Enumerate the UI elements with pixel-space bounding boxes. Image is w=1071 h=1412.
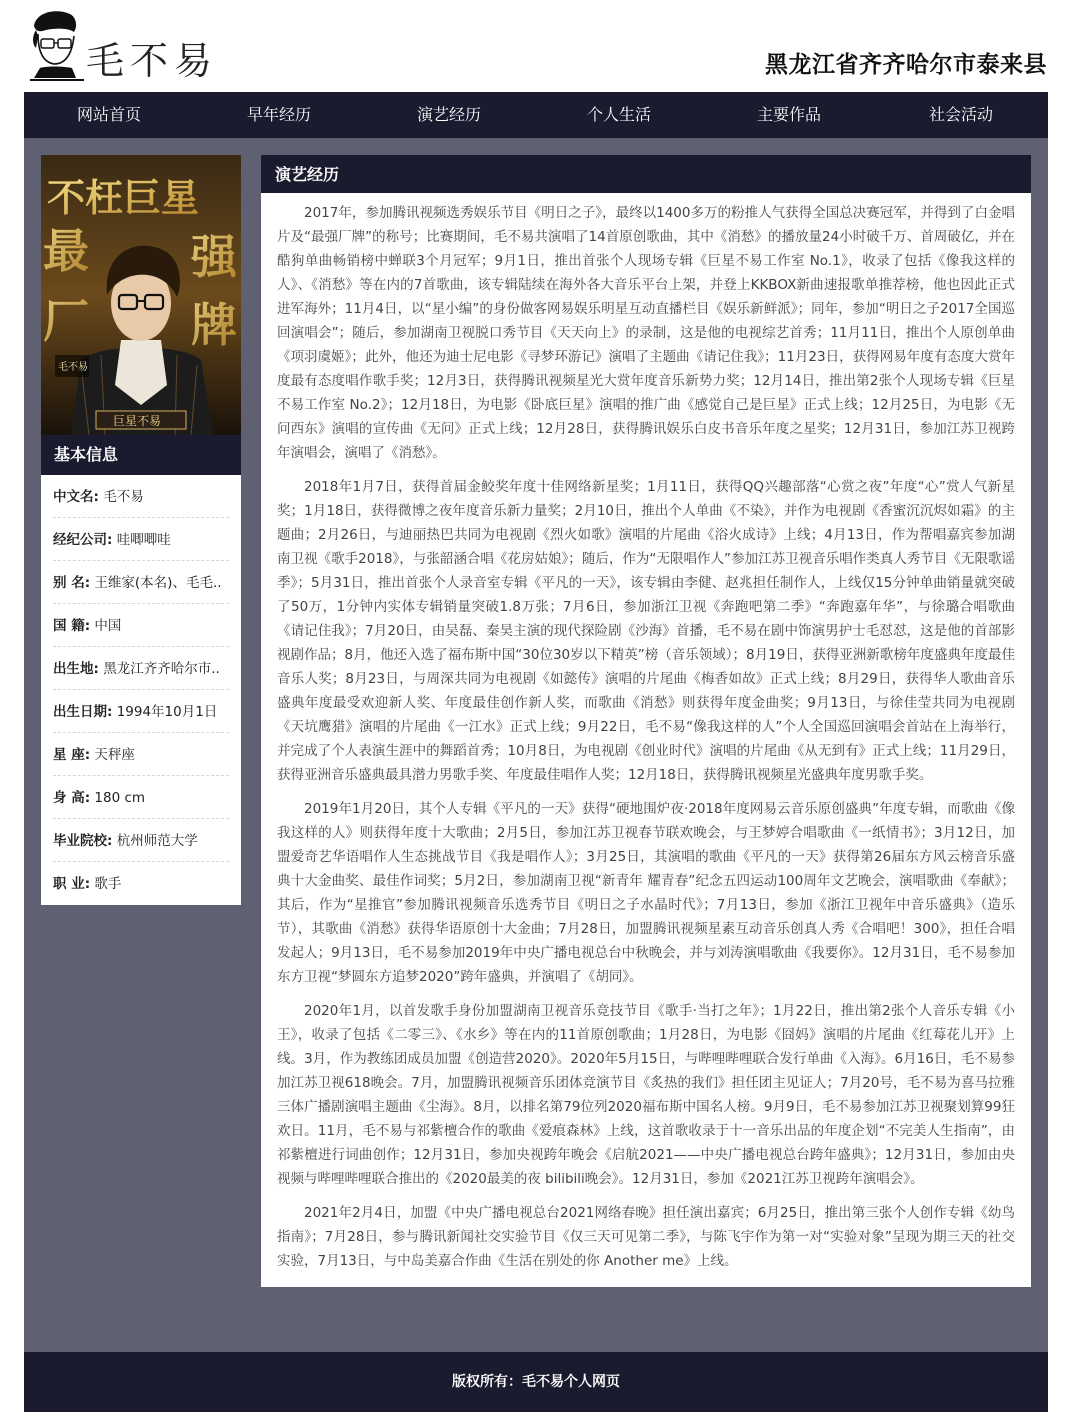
info-key: 中文名:	[53, 489, 99, 505]
copyright-text: 版权所有：毛不易个人网页	[452, 1374, 620, 1390]
poster-image	[41, 155, 241, 435]
paragraph-2017: 2017年，参加腾讯视频选秀娱乐节目《明日之子》，最终以1400多万的粉推人气获得全国总决赛冠军，并得到了白金唱片及“最强厂牌”的称号；比赛期间，毛不易共演唱了14首原创歌曲，其中《消愁》的播放量24小时破千万、首周破亿，并在酷狗单曲畅销榜中蝉联3个月冠军；9月1日，推出首张个人现场专辑《巨星不易工作室 No.1》，收录了包括《像我这样的人》、《消愁》等在内的7首歌曲，该专辑陆续在海外各大音乐平台上架，并登上KKBOX新曲速报歌单推荐榜，他也因此正式进军海外；11月4日，以“星小编”的身份做客网易娱乐明星互动直播栏目《娱乐新鲜派》；同年，参加“明日之子2017全国巡回演唱会”；随后，参加湖南卫视脱口秀节目《天天向上》的录制，这是他的电视综艺首秀；11月11日，推出个人原创单曲《项羽虞姬》；此外，他还为迪士尼电影《寻梦环游记》演唱了主题曲《请记住我》；11月23日，获得网易年度有态度大赏年度最有态度唱作歌手奖；12月3日，获得腾讯视频星光大赏年度音乐新势力奖；12月14日，推出第2张个人现场专辑《巨星不易工作室 No.2》；12月18日，为电影《卧底巨星》演唱的推广曲《感觉自己是巨星》正式上线；12月25日，为电影《无问西东》演唱的宣传曲《无问》正式上线；12月28日，获得腾讯娱乐白皮书音乐年度之星奖；12月31日，参加江苏卫视跨年演唱会，演唱了《消愁》。	[277, 205, 1015, 461]
paragraph-2019: 2019年1月20日，其个人专辑《平凡的一天》获得“硬地围炉夜·2018年度网易云音乐原创盛典”年度专辑，而歌曲《像我这样的人》则获得年度十大歌曲；2月5日，参加江苏卫视春节联欢晚会，与王梦婷合唱歌曲《一纸情书》；3月12日，加盟爱奇艺华语唱作人生态挑战节目《我是唱作人》；3月25日，其演唱的歌曲《平凡的一天》获得第26届东方风云榜音乐盛典十大金曲奖、最佳作词奖；5月2日，参加湖南卫视“新青年 耀青春”纪念五四运动100周年文艺晚会，演唱歌曲《奉献》；其后，作为“星推官”参加腾讯视频音乐选秀节目《明日之子水晶时代》；7月13日，参加《浙江卫视年中音乐盛典》（造乐节），其歌曲《消愁》获得华语原创十大金曲；7月28日，加盟腾讯视频星素互动音乐创真人秀《合唱吧！300》，担任合唱发起人；9月13日，毛不易参加2019年中央广播电视总台中秋晚会，并与刘涛演唱歌曲《我要你》。12月31日，毛不易参加东方卫视“梦圆东方追梦2020”跨年盛典，并演唱了《胡同》。	[277, 801, 1015, 985]
svg-text:最: 最	[43, 224, 89, 278]
info-key: 毕业院校:	[53, 833, 113, 849]
main-area	[24, 138, 1048, 1352]
info-value: 黑龙江齐齐哈尔市..	[103, 661, 220, 677]
info-value: 毛不易	[103, 489, 144, 505]
nav-social-activities[interactable]: 社会活动	[928, 105, 993, 124]
info-key: 经纪公司:	[53, 532, 113, 548]
content-title: 演艺经历	[261, 155, 1031, 193]
nav-career[interactable]: 演艺经历	[416, 105, 481, 124]
info-value: 中国	[94, 618, 122, 634]
info-key: 出生日期:	[53, 704, 113, 720]
info-key: 星 座:	[53, 747, 91, 763]
info-row-height	[53, 776, 229, 819]
site-logo[interactable]	[26, 6, 226, 86]
info-value: 哇唧唧哇	[116, 532, 171, 548]
svg-text:不枉巨星: 不枉巨星	[47, 176, 200, 220]
info-value: 杭州师范大学	[116, 833, 198, 849]
content-panel	[261, 155, 1031, 1287]
info-row-name	[53, 475, 229, 518]
info-key: 身 高:	[53, 790, 91, 806]
info-row-alias	[53, 561, 229, 604]
basic-info-list	[41, 475, 241, 905]
svg-text:强: 强	[191, 230, 237, 284]
content-body	[261, 193, 1031, 1287]
info-row-school	[53, 819, 229, 862]
info-row-agency	[53, 518, 229, 561]
info-value: 天秤座	[94, 747, 135, 763]
info-row-nationality	[53, 604, 229, 647]
site-header	[0, 0, 1071, 92]
paragraph-2018: 2018年1月7日，获得首届金鲛奖年度十佳网络新星奖；1月11日，获得QQ兴趣部落“心赏之夜”年度“心”赏人气新星奖；1月18日，获得微博之夜年度音乐新力量奖；2月10日，推出个人单曲《不染》，并作为电视剧《香蜜沉沉烬如霜》的主题曲；2月26日，与迪丽热巴共同为电视剧《烈火如歌》演唱的片尾曲《浴火成诗》上线；4月13日，作为帮唱嘉宾参加湖南卫视《歌手2018》，与张韶涵合唱《花房姑娘》；随后，作为“无限唱作人”参加江苏卫视音乐唱作类真人秀节目《无限歌谣季》；5月31日，推出首张个人录音室专辑《平凡的一天》，该专辑由李健、赵兆担任制作人，上线仅15分钟单曲销量就突破了50万，1分钟内实体专辑销量突破1.8万张；7月6日，参加浙江卫视《奔跑吧第二季》“奔跑嘉年华”，与徐璐合唱歌曲《请记住我》；7月20日，由吴磊、秦昊主演的现代探险剧《沙海》首播，毛不易在剧中饰演男护士毛怼怼，这是他的首部影视剧作品；8月，他还入选了福布斯中国“30位30岁以下精英”榜（音乐领域）；8月19日，获得亚洲新歌榜年度盛典年度最佳音乐人奖；8月23日，与周深共同为电视剧《如懿传》演唱的片尾曲《梅香如故》正式上线；8月29日，获得华人歌曲音乐盛典年度最受欢迎新人奖、年度最佳创作新人奖，而歌曲《消愁》则获得年度金曲奖；9月13日，与徐佳莹共同为电视剧《天坑鹰猎》演唱的片尾曲《一江水》正式上线；9月22日，毛不易“像我这样的人”个人全国巡回演唱会首站在上海举行，并完成了个人表演生涯中的舞蹈首秀；10月8日，为电视剧《创业时代》演唱的片尾曲《从无到有》正式上线；11月29日，获得亚洲音乐盛典最具潜力男歌手奖、年度最佳唱作人奖；12月18日，获得腾讯视频星光盛典年度男歌手奖。	[277, 479, 1015, 783]
nav-early-life[interactable]: 早年经历	[246, 105, 311, 124]
main-nav	[24, 92, 1048, 138]
svg-text:牌: 牌	[191, 298, 237, 352]
basic-info-title: 基本信息	[41, 435, 241, 475]
nav-home[interactable]: 网站首页	[76, 105, 141, 124]
info-key: 职 业:	[53, 876, 91, 892]
artist-poster	[41, 155, 241, 435]
info-row-occupation	[53, 862, 229, 905]
nav-works[interactable]: 主要作品	[756, 105, 821, 124]
info-row-birthdate	[53, 690, 229, 733]
svg-text:巨星不易: 巨星不易	[113, 414, 162, 428]
info-value: 歌手	[94, 876, 122, 892]
paragraph-2021: 2021年2月4日，加盟《中央广播电视总台2021网络春晚》担任演出嘉宾；6月25日，推出第三张个人创作专辑《幼鸟指南》；7月28日，参与腾讯新闻社交实验节目《仅三天可见第二季》，与陈飞宇作为第一对“实验对象”呈现为期三天的社交实验，7月13日，与中岛美嘉合作曲《生活在别处的你 Another me》上线。	[277, 1205, 1015, 1269]
info-value: 王维家(本名)、毛毛..	[94, 575, 222, 591]
svg-text:毛不易: 毛不易	[58, 362, 88, 373]
svg-text:厂: 厂	[43, 294, 89, 348]
info-value: 1994年10月1日	[116, 704, 218, 720]
logo-text: 毛不易	[86, 39, 219, 83]
sidebar	[41, 155, 241, 905]
info-key: 国 籍:	[53, 618, 91, 634]
info-key: 出生地:	[53, 661, 99, 677]
info-key: 别 名:	[53, 575, 91, 591]
info-row-birthplace	[53, 647, 229, 690]
location-title: 黑龙江省齐齐哈尔市泰来县	[765, 52, 1047, 78]
info-value: 180 cm	[94, 790, 146, 806]
info-row-zodiac	[53, 733, 229, 776]
paragraph-2020: 2020年1月，以首发歌手身份加盟湖南卫视音乐竞技节目《歌手·当打之年》；1月22日，推出第2张个人音乐专辑《小王》，收录了包括《二零三》、《水乡》等在内的11首原创歌曲；1月28日，为电影《囧妈》演唱的片尾曲《红莓花儿开》上线。3月，作为教练团成员加盟《创造营2020》。2020年5月15日，与哔哩哔哩联合发行单曲《入海》。6月16日，毛不易参加江苏卫视618晚会。7月，加盟腾讯视频音乐团体竞演节目《炙热的我们》担任团主见证人；7月20号，毛不易为喜马拉雅三体广播剧演唱主题曲《尘海》。8月，以排名第79位列2020福布斯中国名人榜。9月9日，毛不易参加江苏卫视聚划算99狂欢日。11月，毛不易与祁紫檀合作的歌曲《爱痕森林》上线，这首歌收录于十一音乐出品的年度企划“不完美人生指南”，由祁紫檀进行词曲创作；12月31日，参加央视跨年晚会《启航2021——中央广播电视总台跨年盛典》；12月31日，参加由央视频与哔哩哔哩联合推出的《2020最美的夜 bilibili晚会》。12月31日，参加《2021江苏卫视跨年演唱会》。	[277, 1003, 1015, 1187]
nav-personal-life[interactable]: 个人生活	[586, 105, 651, 124]
site-footer	[24, 1352, 1048, 1412]
